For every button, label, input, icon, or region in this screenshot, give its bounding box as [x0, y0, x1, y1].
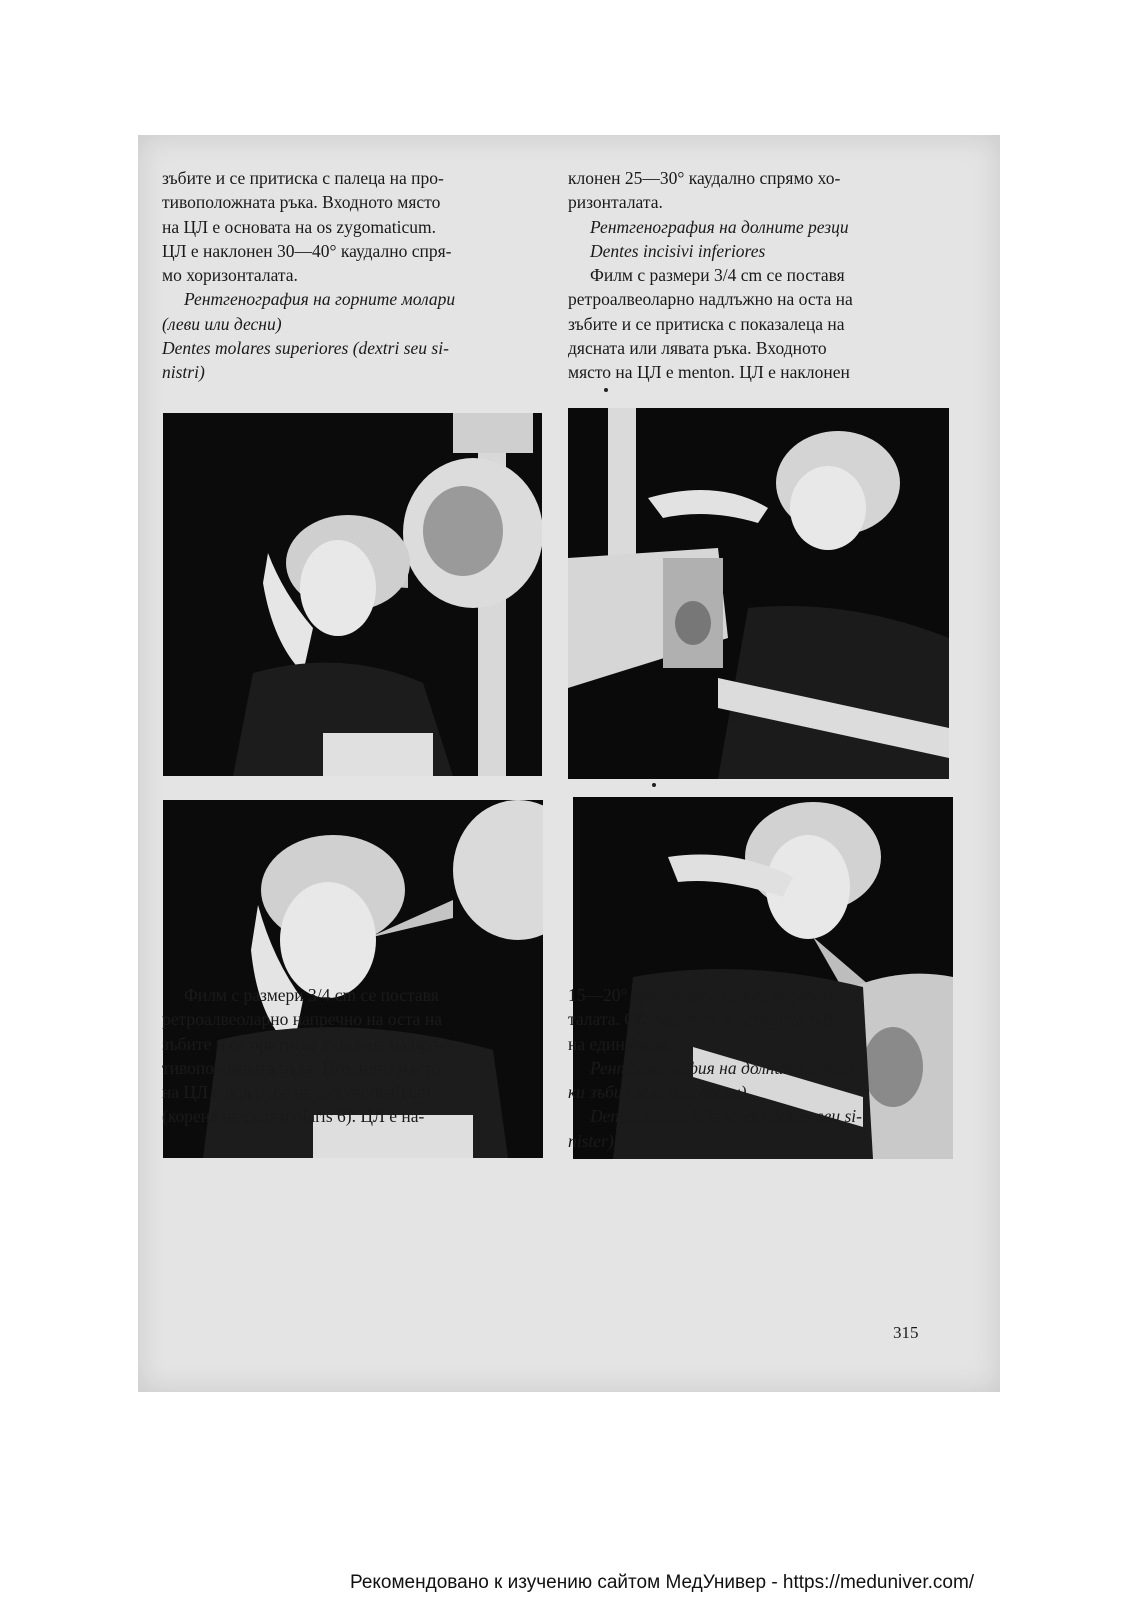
text-line: зъбите и се притиска с показалеца на	[568, 313, 845, 334]
text-column-top-left	[162, 166, 522, 385]
photo-figure	[163, 413, 542, 776]
page-number: 315	[893, 1323, 919, 1342]
footer-recommendation-link[interactable]: Рекомендовано к изучению сайтом МедУнивер - https://meduniver.com/	[350, 1572, 975, 1593]
latin-term: Dentes incisivi inferiores	[590, 240, 766, 261]
text-line: ретроалвеоларно надлъжно на оста на	[568, 289, 853, 310]
text-line: 15—20° краниално спрямо хоризон-	[568, 985, 839, 1005]
scan-speck	[604, 388, 608, 392]
scan-speck	[652, 783, 656, 787]
latin-term: Dentes molares superiores (dextri seu si-	[162, 338, 449, 359]
text-line: място на ЦЛ е menton. ЦЛ е наклонен	[568, 362, 850, 383]
latin-term: nister)	[568, 1130, 614, 1151]
text-line: на ЦЛ е основата на os zygomaticum.	[162, 216, 437, 237]
text-column-top-right	[568, 166, 928, 385]
text-line: (корена на dens molaris 6). ЦЛ е на-	[162, 1106, 425, 1127]
section-heading: Рентгенография на горните молари	[184, 289, 456, 310]
text-line: зъбите и се притиска с палеца на про-	[162, 1033, 444, 1054]
section-heading: Рентгенография на долните кучеш-	[590, 1057, 860, 1078]
text-line: тивоположната ръка. Входното място	[162, 192, 441, 213]
text-column-bottom-right	[568, 983, 928, 1153]
text-line: талата. Обхващат се и четирите зъба	[568, 1009, 841, 1030]
text-line: мо хоризонталата.	[162, 265, 298, 286]
latin-term: nistri)	[162, 362, 205, 383]
text-column-bottom-left	[162, 983, 522, 1129]
text-line: ретроалвеоларно напречно на оста на	[162, 1009, 442, 1030]
text-line: дясната или лявата ръка. Входното	[568, 338, 827, 359]
section-heading: (леви или десни)	[162, 313, 282, 334]
text-line: на един филм.	[568, 1033, 674, 1054]
text-line: Филм с размери 3/4 cm се поставя	[184, 985, 439, 1005]
section-heading: ки зъби (леви или десни)	[568, 1082, 747, 1103]
text-line: на ЦЛ е под ръба на os zygomaticum	[162, 1082, 431, 1103]
section-heading: Рентгенография на долните резци	[590, 216, 849, 237]
text-line: ризонталата.	[568, 192, 663, 213]
text-line: Филм с размери 3/4 cm се поставя	[590, 265, 845, 286]
text-line: ЦЛ е наклонен 30—40° каудално спря-	[162, 240, 452, 261]
photo-figure	[568, 408, 949, 779]
photo-lower-incisors	[568, 408, 949, 779]
text-line: тивоположната ръка. Входното място	[162, 1057, 441, 1078]
latin-term: Dentes canini inferiores (dexter seu si-	[590, 1106, 862, 1127]
text-line: клонен 25—30° каудално спрямо хо-	[568, 168, 841, 188]
text-line: зъбите и се притиска с палеца на про-	[162, 168, 444, 188]
photo-upper-molars	[163, 413, 542, 776]
